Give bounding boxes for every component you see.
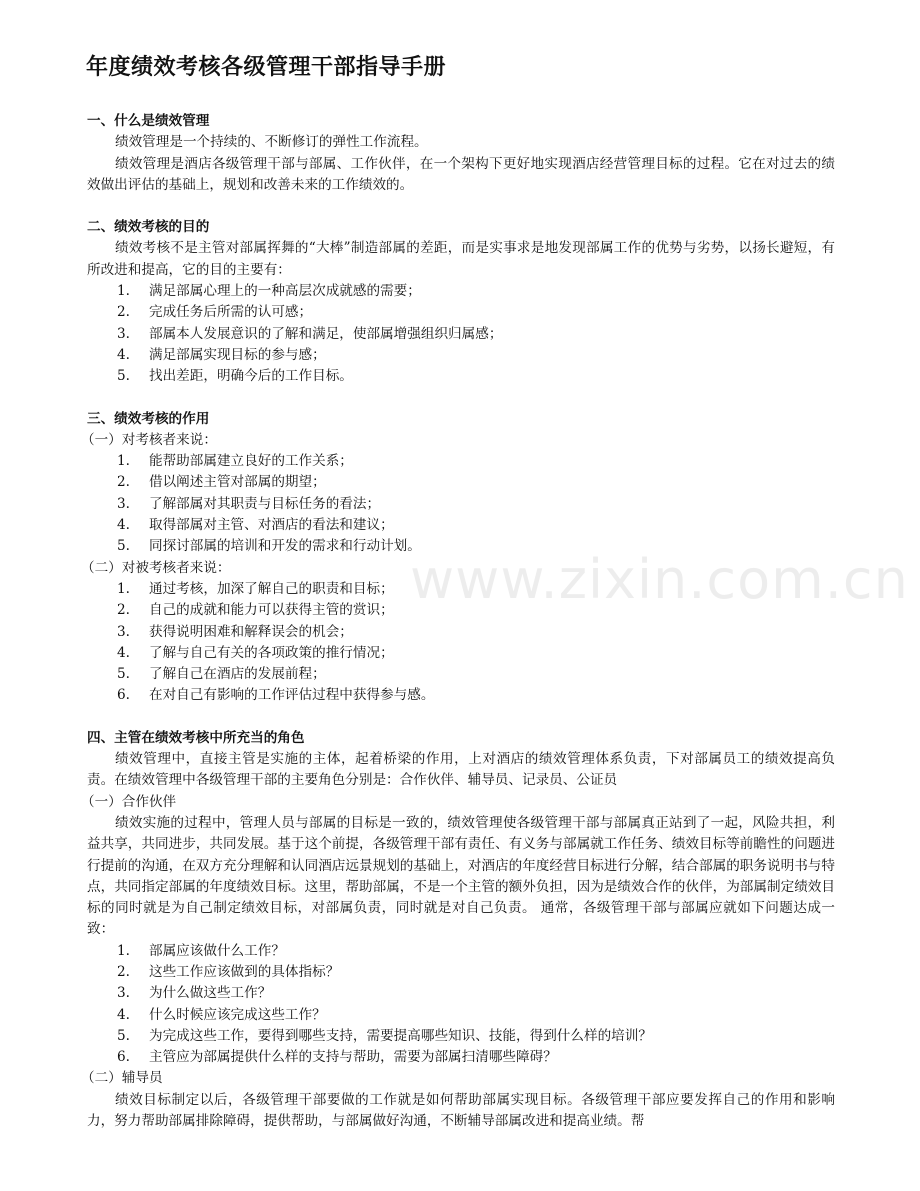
list-item: 5. 为完成这些工作，要得到哪些支持，需要提高哪些知识、技能，得到什么样的培训？ xyxy=(117,1027,652,1044)
list-item: 4. 什么时候应该完成这些工作？ xyxy=(117,1006,326,1023)
list-item: 2. 完成任务后所需的认可感； xyxy=(117,304,313,321)
section-4-paragraph-2: 绩效实施的过程中，管理人员与部属的目标是一致的，绩效管理使各级管理干部与部属真正站到了一起，风险共担，利益共享，共同进步，共同发展。基于这个前提，各级管理干部有责任、有义务与部属就工作任务、绩效目标等前瞻性的问题进行提前的沟通，在双方充分理解和认同酒店远景规划的基础上，对酒店的年度经营目标进行分解，结合部属的职务说明书与特点，共同指定部属的年度绩效目标。这里，帮助部属，不是一个主管的额外负担，因为是绩效合作的伙伴，为部属制定绩效目标的同时就是为自己制定绩效目标，对部属负责，同时就是对自己负责。 通常，各级管理干部与部属应就如下问题达成一致： xyxy=(87,814,835,938)
section-4-heading: 四、主管在绩效考核中所充当的角色 xyxy=(87,729,305,746)
section-4-subheading-1: （一）合作伙伴 xyxy=(81,793,177,810)
list-item: 2. 这些工作应该做到的具体指标？ xyxy=(117,963,340,980)
list-item: 1. 能帮助部属建立良好的工作关系； xyxy=(117,453,353,470)
list-item: 4. 取得部属对主管、对酒店的看法和建议； xyxy=(117,517,394,534)
section-3-subheading-2: （二）对被考核者来说： xyxy=(81,559,231,576)
list-item: 5. 同探讨部属的培训和开发的需求和行动计划。 xyxy=(117,538,421,555)
list-item: 1. 部属应该做什么工作？ xyxy=(117,942,285,959)
section-2-paragraph-1: 绩效考核不是主管对部属挥舞的“大棒”制造部属的差距，而是实事求是地发现部属工作的优势与劣势，以扬长避短，有所改进和提高，它的目的主要有： xyxy=(87,240,835,278)
section-1-heading: 一、什么是绩效管理 xyxy=(87,113,210,129)
list-item: 4. 了解与自己有关的各项政策的推行情况； xyxy=(117,644,394,661)
section-2-heading: 二、绩效考核的目的 xyxy=(87,219,210,236)
list-item: 2. 借以阐述主管对部属的期望； xyxy=(117,474,326,491)
section-1-paragraph-2: 绩效管理是酒店各级管理干部与部属、工作伙伴，在一个架构下更好地实现酒店经营管理目标的过程。它在对过去的绩效做出评估的基础上，规划和改善未来的工作绩效的。 xyxy=(87,155,835,193)
list-item: 3. 部属本人发展意识的了解和满足，使部属增强组织归属感； xyxy=(117,325,503,342)
section-3-subheading-1: （一）对考核者来说： xyxy=(81,431,217,448)
list-item: 1. 通过考核，加深了解自己的职责和目标； xyxy=(117,580,394,597)
section-4-subheading-2: （二）辅导员 xyxy=(81,1070,163,1087)
watermark: www.zixin.com.cn xyxy=(410,548,909,611)
section-1-paragraph-1: 绩效管理是一个持续的、不断修订的弹性工作流程。 xyxy=(115,134,428,151)
section-4-paragraph-3: 绩效目标制定以后，各级管理干部要做的工作就是如何帮助部属实现目标。各级管理干部应要发挥自己的作用和影响力，努力帮助部属排除障碍，提供帮助，与部属做好沟通，不断辅导部属改进和提高业绩。帮 xyxy=(87,1091,835,1130)
list-item: 6. 在对自己有影响的工作评估过程中获得参与感。 xyxy=(117,687,435,704)
document-title: 年度绩效考核各级管理干部指导手册 xyxy=(86,55,447,80)
section-4-paragraph-1: 绩效管理中，直接主管是实施的主体，起着桥梁的作用，上对酒店的绩效管理体系负责，下对部属员工的绩效提高负责。在绩效管理中各级管理干部的主要角色分别是：合作伙伴、辅导员、记录员、公证员 xyxy=(87,751,835,789)
list-item: 3. 了解部属对其职责与目标任务的看法； xyxy=(117,495,381,512)
list-item: 6. 主管应为部属提供什么样的支持与帮助，需要为部属扫清哪些障碍？ xyxy=(117,1049,557,1066)
list-item: 1. 满足部属心理上的一种高层次成就感的需要； xyxy=(117,283,421,300)
list-item: 5. 了解自己在酒店的发展前程； xyxy=(117,666,326,683)
list-item: 3. 为什么做这些工作？ xyxy=(117,985,272,1002)
list-item: 3. 获得说明困难和解释误会的机会； xyxy=(117,623,353,640)
section-3-heading: 三、绩效考核的作用 xyxy=(87,410,210,427)
document-body xyxy=(81,111,835,1132)
list-item: 2. 自己的成就和能力可以获得主管的赏识； xyxy=(117,602,394,619)
list-item: 4. 满足部属实现目标的参与感； xyxy=(117,346,326,363)
list-item: 5. 找出差距，明确今后的工作目标。 xyxy=(117,368,353,385)
